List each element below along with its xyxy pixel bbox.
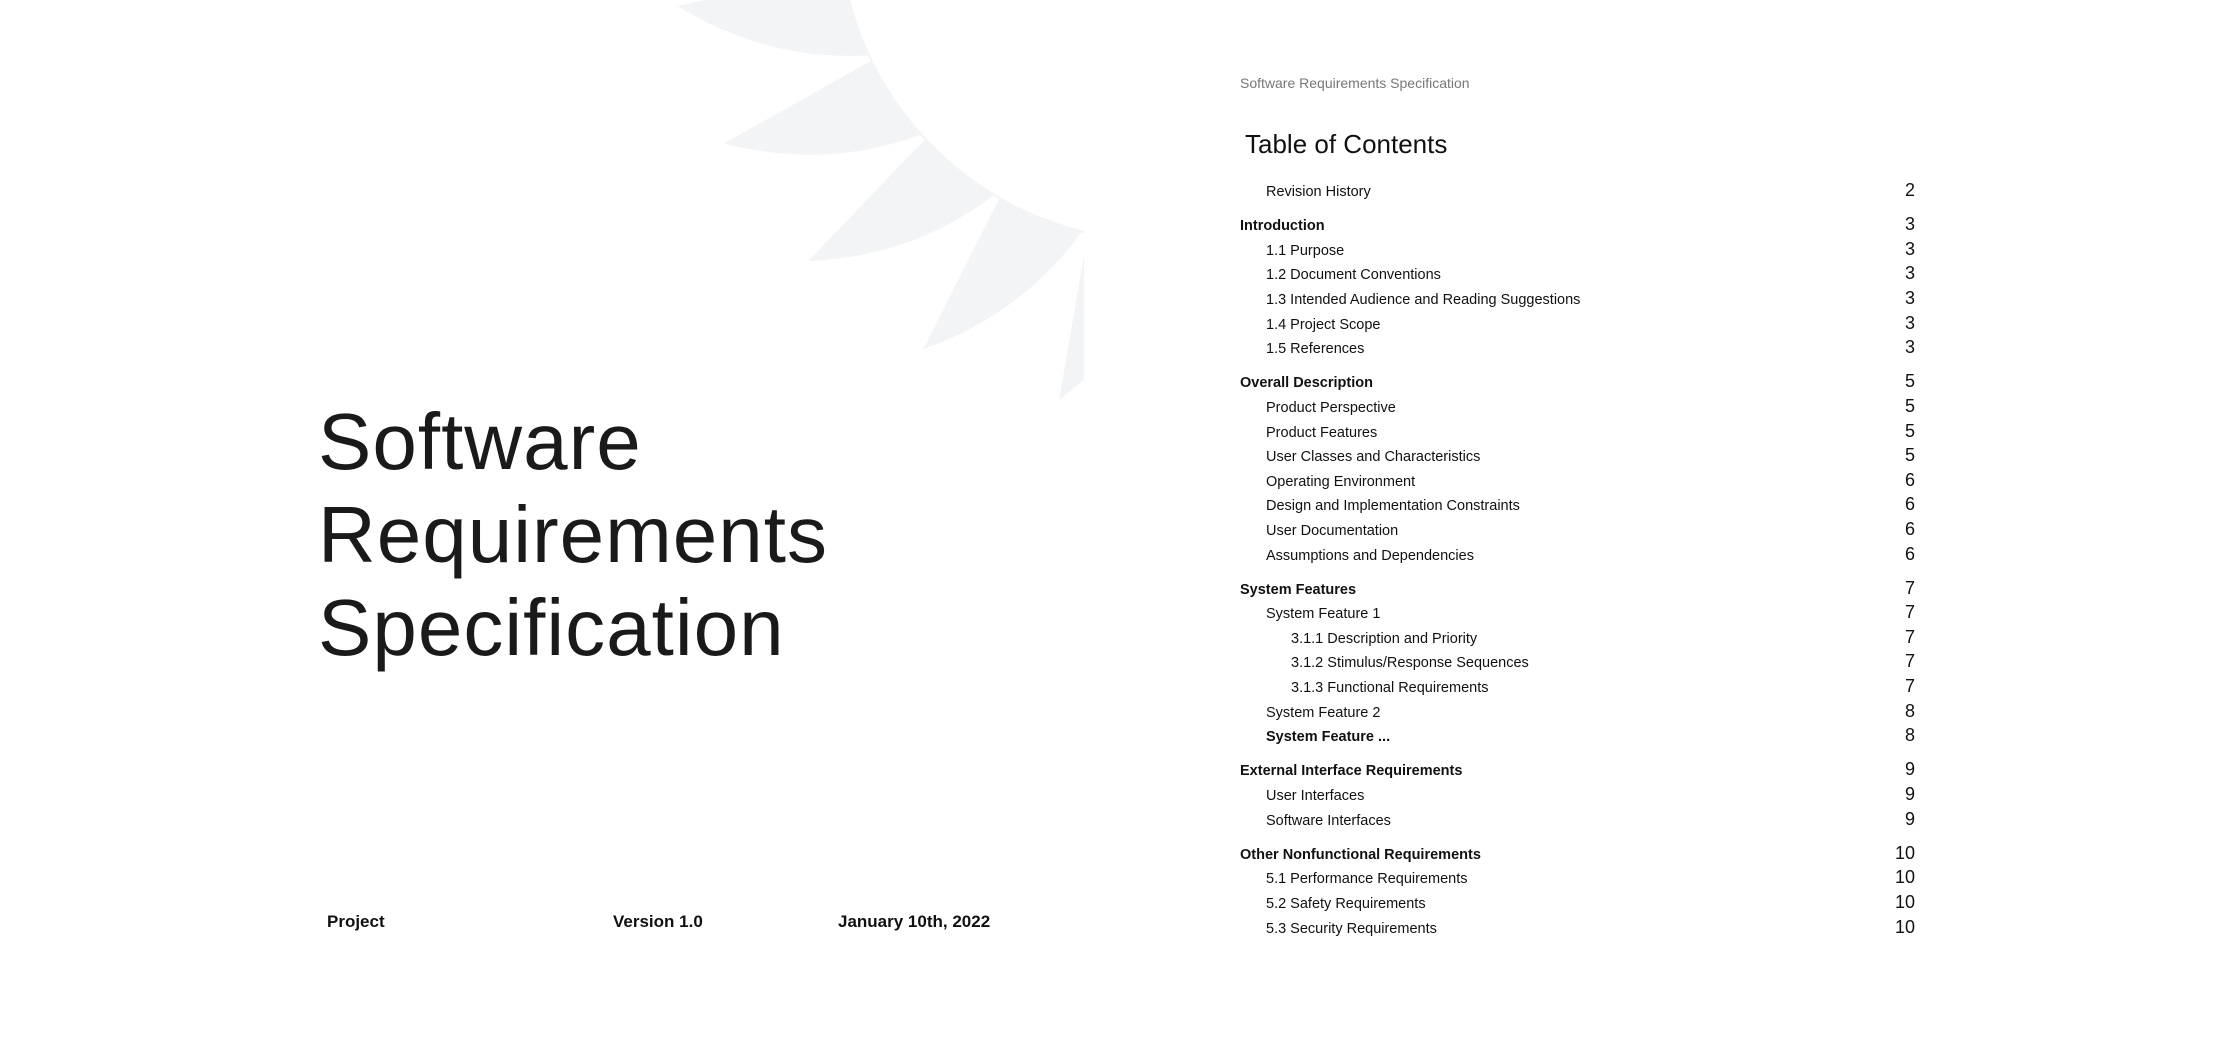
toc-entry-page: 9: [1904, 808, 1915, 829]
toc-entry-label: System Feature 2: [1266, 704, 1381, 721]
toc-entry-page: 2: [1904, 180, 1915, 200]
toc-entry-page: 7: [1904, 602, 1915, 623]
cover-title-line: Software: [318, 397, 642, 486]
toc-entry-label: System Feature 1: [1266, 606, 1381, 623]
cover-title-line: Requirements: [318, 490, 829, 579]
toc-entry-page: 3: [1904, 214, 1915, 235]
toc-entry-label: 1.3 Intended Audience and Reading Suggestions: [1266, 291, 1581, 308]
toc-entry[interactable]: [1240, 544, 1915, 569]
toc-entry-label: Operating Environment: [1266, 473, 1416, 490]
toc-entry[interactable]: [1240, 725, 1915, 750]
toc-title: Table of Contents: [1245, 129, 1448, 159]
toc-entry[interactable]: [1240, 843, 1915, 868]
toc-entry-page: 10: [1894, 892, 1915, 912]
toc-entry[interactable]: [1240, 421, 1915, 446]
toc-entry[interactable]: [1240, 892, 1915, 917]
toc-entry[interactable]: [1240, 239, 1915, 264]
toc-entry[interactable]: [1240, 337, 1915, 362]
cover-title: [318, 395, 828, 674]
toc-entry-label: Other Nonfunctional Requirements: [1240, 846, 1481, 863]
toc-entry-page: 8: [1904, 700, 1915, 721]
toc-entry-page: 6: [1904, 494, 1915, 515]
table-of-contents: [1240, 180, 1915, 941]
toc-entry-page: 10: [1894, 842, 1915, 863]
toc-entry-page: 5: [1904, 371, 1915, 392]
toc-entry[interactable]: [1240, 701, 1915, 726]
date-label: January 10th, 2022: [838, 912, 991, 931]
toc-entry-page: 6: [1904, 518, 1915, 539]
toc-entry-page: 10: [1894, 867, 1915, 888]
toc-entry-label: 1.2 Document Conventions: [1266, 267, 1441, 284]
toc-entry[interactable]: [1240, 809, 1915, 834]
toc-entry[interactable]: [1240, 917, 1915, 942]
toc-entry-label: Software Interfaces: [1266, 812, 1391, 829]
toc-entry-label: 3.1.2 Stimulus/Response Sequences: [1291, 655, 1529, 672]
toc-entry-label: External Interface Requirements: [1240, 763, 1463, 780]
toc-entry[interactable]: [1240, 371, 1915, 396]
toc-entry-page: 9: [1904, 784, 1915, 805]
toc-entry[interactable]: [1240, 263, 1915, 288]
toc-entry-label: User Classes and Characteristics: [1266, 449, 1481, 466]
toc-entry-label: Product Perspective: [1266, 399, 1396, 416]
toc-entry[interactable]: [1240, 784, 1915, 809]
toc-entry-label: System Features: [1240, 581, 1357, 598]
toc-entry-page: 7: [1904, 651, 1915, 672]
toc-entry-label: User Documentation: [1266, 522, 1399, 539]
toc-entry-page: 5: [1904, 445, 1915, 466]
toc-entry-label: 1.5 References: [1266, 341, 1365, 358]
toc-entry-label: 1.4 Project Scope: [1266, 316, 1381, 333]
project-label: Project: [327, 912, 385, 931]
toc-entry[interactable]: [1240, 867, 1915, 892]
toc-entry-page: 7: [1904, 676, 1915, 697]
toc-entry-label: User Interfaces: [1266, 788, 1365, 805]
toc-entry-label: Revision History: [1266, 184, 1371, 200]
toc-entry-label: Overall Description: [1240, 375, 1373, 392]
toc-entry[interactable]: [1240, 288, 1915, 313]
toc-entry-label: 5.2 Safety Requirements: [1266, 896, 1426, 912]
toc-entry-page: 6: [1904, 543, 1915, 564]
toc-entry-label: 1.1 Purpose: [1266, 242, 1345, 259]
cover-title-line: Specification: [318, 583, 785, 672]
toc-entry[interactable]: [1240, 445, 1915, 470]
toc-entry-label: 5.1 Performance Requirements: [1266, 871, 1468, 888]
toc-entry[interactable]: [1240, 180, 1915, 205]
toc-entry-label: Assumptions and Dependencies: [1266, 547, 1474, 564]
toc-entry-page: 5: [1904, 420, 1915, 441]
toc-entry[interactable]: [1240, 313, 1915, 338]
running-head: Software Requirements Specification: [1240, 75, 1470, 91]
toc-entry-label: 3.1.3 Functional Requirements: [1291, 680, 1489, 697]
toc-entry-label: Product Features: [1266, 424, 1378, 441]
toc-entry-label: System Feature ...: [1266, 729, 1391, 746]
toc-entry-page: 3: [1904, 312, 1915, 333]
toc-entry[interactable]: [1240, 214, 1915, 239]
toc-entry[interactable]: [1240, 627, 1915, 652]
toc-entry[interactable]: [1240, 519, 1915, 544]
toc-entry-page: 3: [1904, 287, 1915, 308]
toc-entry[interactable]: [1240, 676, 1915, 701]
toc-entry-page: 7: [1904, 577, 1915, 598]
version-label: Version 1.0: [613, 912, 703, 931]
toc-entry-label: 5.3 Security Requirements: [1266, 920, 1437, 937]
toc-entry[interactable]: [1240, 396, 1915, 421]
toc-entry-page: 3: [1904, 238, 1915, 259]
toc-entry-page: 3: [1904, 337, 1915, 358]
toc-entry-label: 3.1.1 Description and Priority: [1291, 630, 1478, 647]
toc-entry-page: 7: [1904, 626, 1915, 647]
toc-entry[interactable]: [1240, 602, 1915, 627]
toc-entry[interactable]: [1240, 470, 1915, 495]
toc-entry[interactable]: [1240, 651, 1915, 676]
toc-entry-page: 3: [1904, 263, 1915, 284]
toc-entry-label: Introduction: [1240, 218, 1325, 235]
toc-entry-page: 8: [1904, 725, 1915, 746]
toc-entry-page: 10: [1894, 916, 1915, 937]
toc-entry[interactable]: [1240, 578, 1915, 603]
toc-entry-page: 5: [1904, 395, 1915, 416]
toc-entry[interactable]: [1240, 494, 1915, 519]
toc-entry[interactable]: [1240, 759, 1915, 784]
toc-entry-page: 6: [1904, 469, 1915, 490]
toc-entry-page: 9: [1904, 759, 1915, 780]
toc-entry-label: Design and Implementation Constraints: [1266, 498, 1520, 515]
